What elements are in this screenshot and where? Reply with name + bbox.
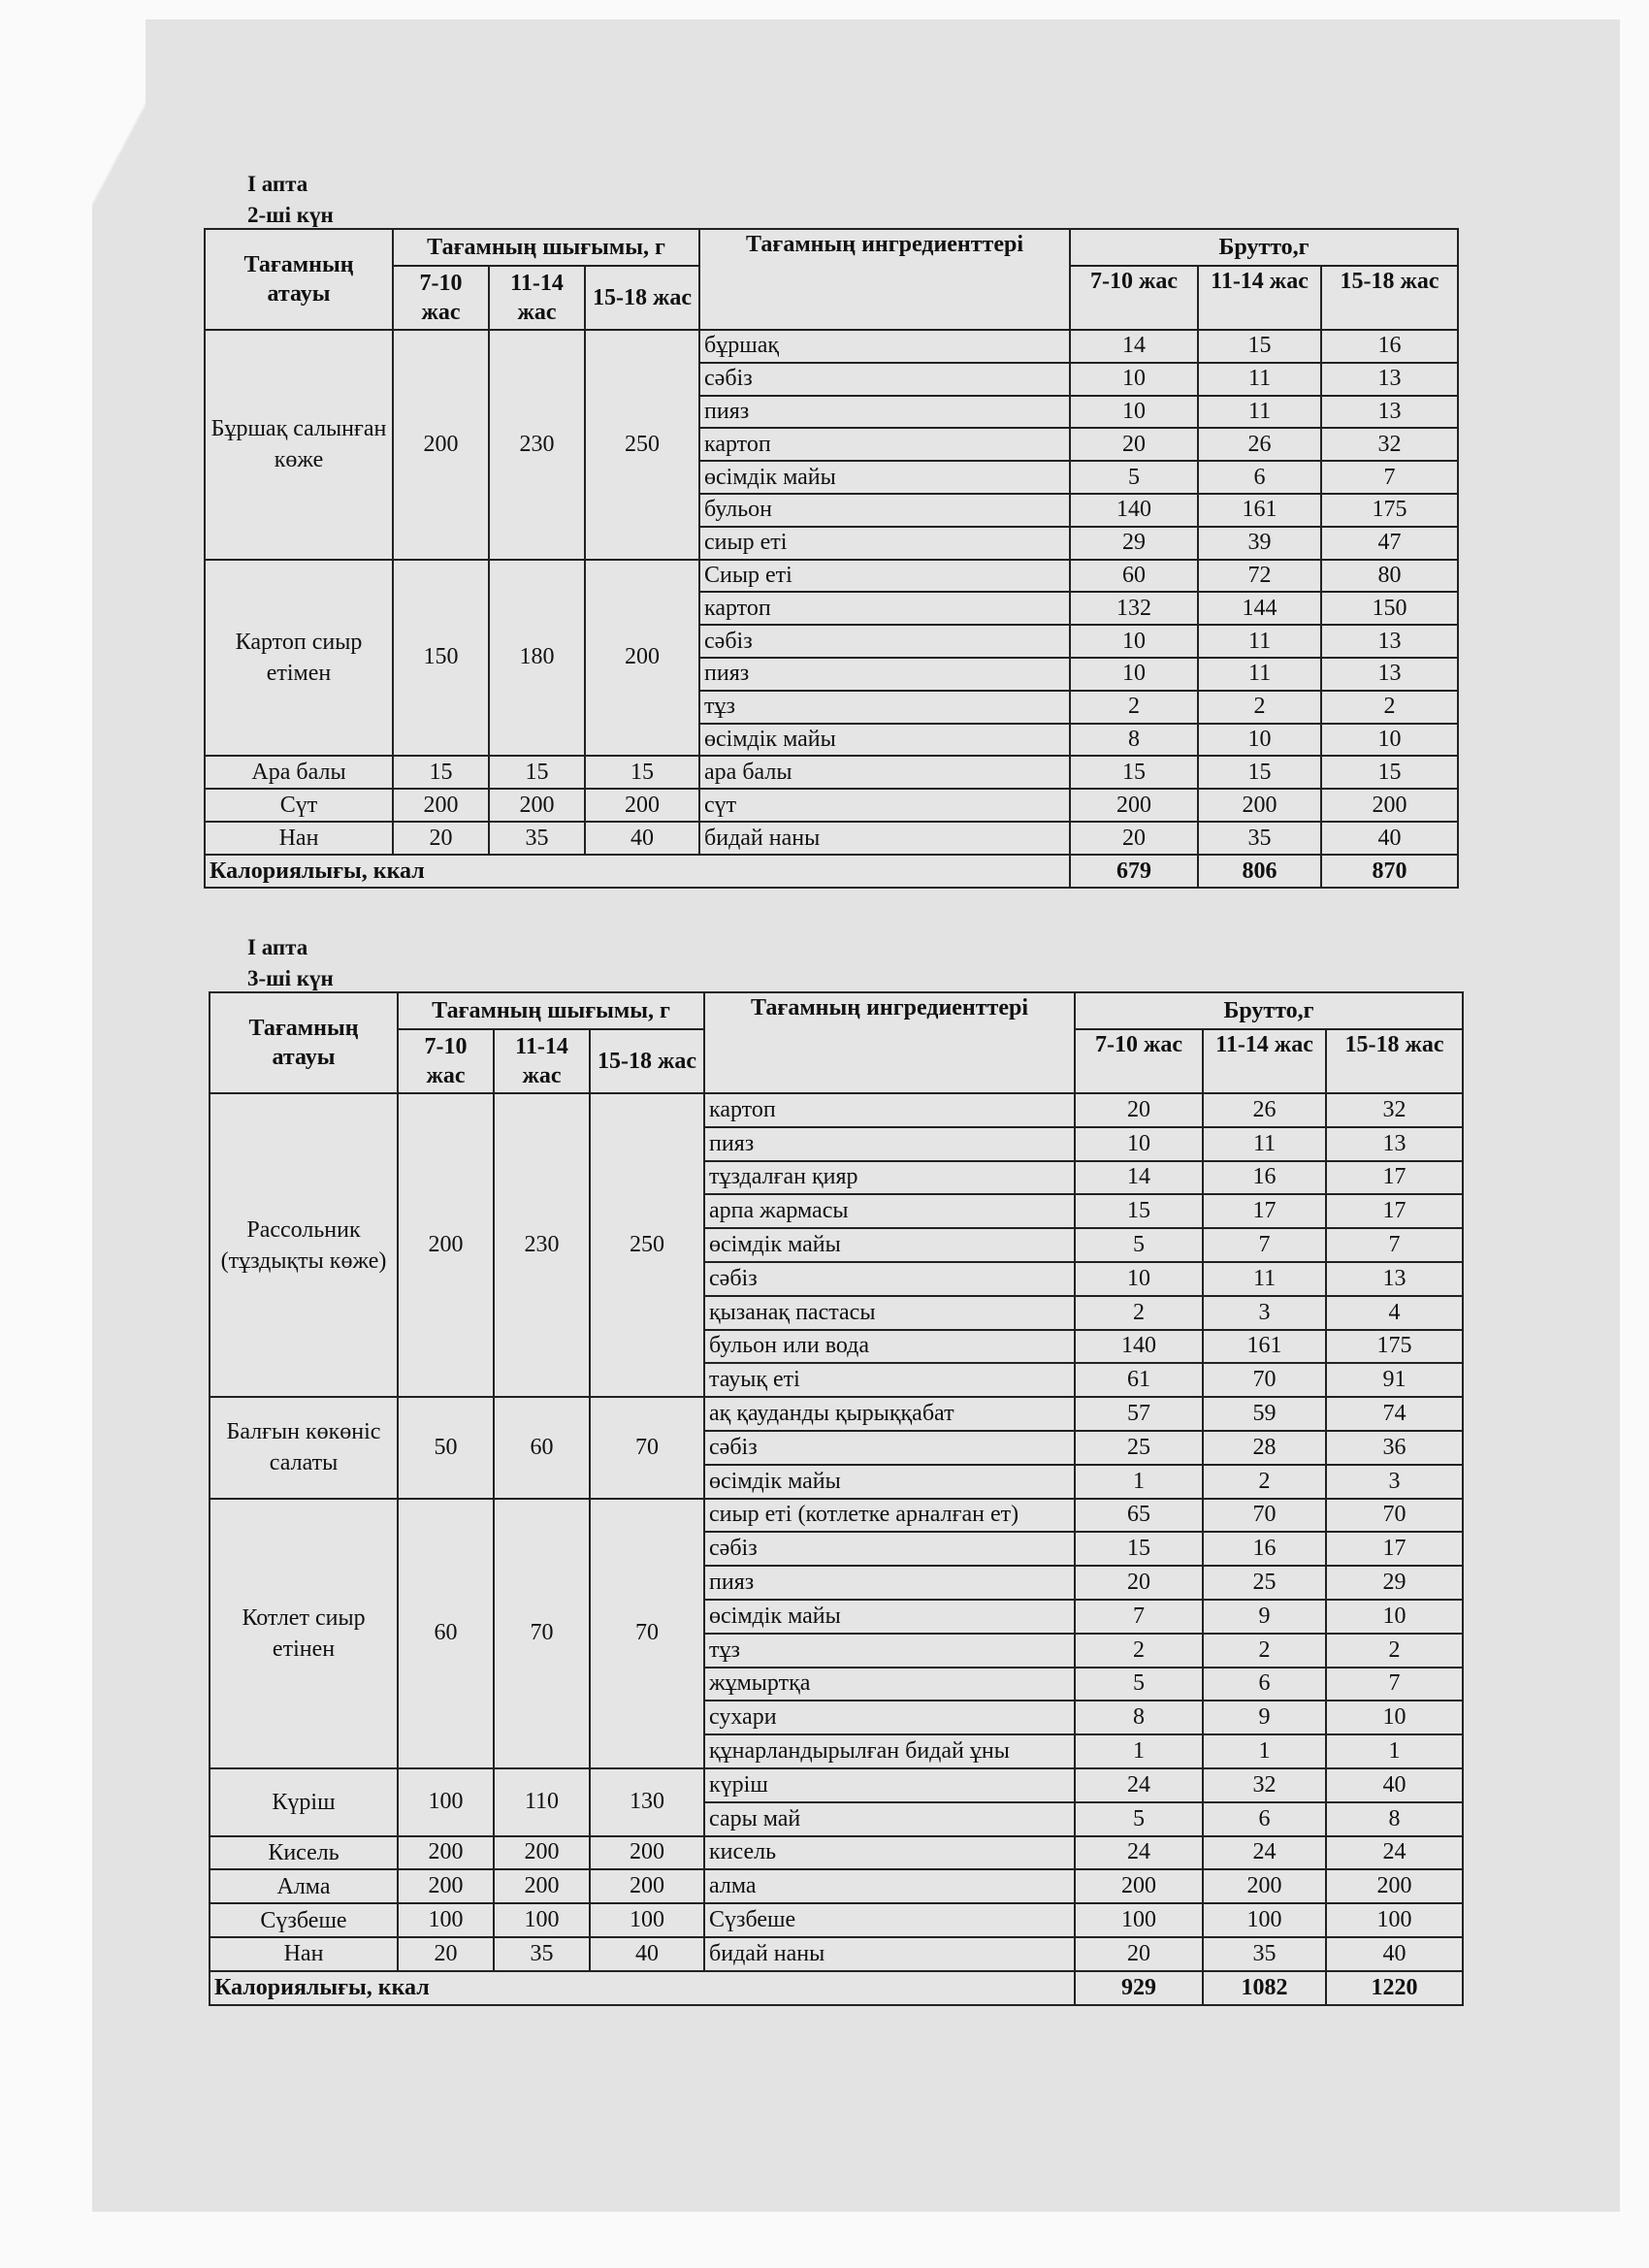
table-row bbox=[210, 1499, 1463, 1533]
brutto-value: 72 bbox=[1198, 560, 1321, 593]
dish-yield: 35 bbox=[489, 822, 585, 855]
brutto-value: 17 bbox=[1326, 1161, 1463, 1195]
brutto-value: 2 bbox=[1075, 1296, 1203, 1330]
brutto-value: 2 bbox=[1326, 1634, 1463, 1668]
calories-value: 1220 bbox=[1326, 1971, 1463, 2005]
dish-yield: 200 bbox=[398, 1836, 494, 1870]
brutto-value: 140 bbox=[1070, 494, 1198, 527]
yield-age-header: 15-18 жас bbox=[585, 266, 699, 330]
brutto-value: 91 bbox=[1326, 1363, 1463, 1397]
brutto-value: 16 bbox=[1321, 330, 1458, 363]
brutto-value: 1 bbox=[1075, 1465, 1203, 1499]
yield-header: Тағамның шығымы, г bbox=[398, 992, 704, 1029]
yield-age-header: 7-10 жас bbox=[398, 1029, 494, 1093]
table-row bbox=[210, 1768, 1463, 1802]
brutto-value: 20 bbox=[1070, 428, 1198, 461]
ingredient-name: жұмыртқа bbox=[704, 1668, 1075, 1701]
brutto-value: 16 bbox=[1203, 1532, 1326, 1566]
brutto-value: 132 bbox=[1070, 592, 1198, 625]
ingredient-name: сухари bbox=[704, 1701, 1075, 1734]
brutto-value: 10 bbox=[1070, 363, 1198, 396]
brutto-value: 200 bbox=[1198, 789, 1321, 822]
brutto-value: 24 bbox=[1326, 1836, 1463, 1870]
dish-yield: 70 bbox=[494, 1499, 590, 1768]
brutto-value: 24 bbox=[1203, 1836, 1326, 1870]
brutto-value: 175 bbox=[1326, 1330, 1463, 1364]
ingredient-name: картоп bbox=[704, 1093, 1075, 1127]
dish-yield: 50 bbox=[398, 1397, 494, 1498]
dish-yield: 100 bbox=[398, 1768, 494, 1836]
dish-yield: 200 bbox=[590, 1836, 704, 1870]
brutto-value: 13 bbox=[1321, 625, 1458, 658]
ingredient-name: тұз bbox=[704, 1634, 1075, 1668]
dish-name: Балғын көкөніс салаты bbox=[210, 1397, 398, 1498]
brutto-value: 11 bbox=[1203, 1127, 1326, 1161]
dish-yield: 15 bbox=[489, 756, 585, 789]
brutto-value: 16 bbox=[1203, 1161, 1326, 1195]
dish-yield: 200 bbox=[590, 1869, 704, 1903]
brutto-age-header: 7-10 жас bbox=[1075, 1029, 1203, 1093]
brutto-value: 144 bbox=[1198, 592, 1321, 625]
brutto-value: 5 bbox=[1070, 461, 1198, 494]
dish-yield: 200 bbox=[398, 1869, 494, 1903]
brutto-value: 15 bbox=[1075, 1194, 1203, 1228]
brutto-value: 7 bbox=[1075, 1600, 1203, 1634]
brutto-value: 25 bbox=[1075, 1431, 1203, 1465]
ingredient-name: картоп bbox=[699, 592, 1070, 625]
brutto-value: 20 bbox=[1075, 1937, 1203, 1971]
brutto-value: 70 bbox=[1203, 1499, 1326, 1533]
page-fold-edge bbox=[0, 0, 146, 446]
brutto-age-header: 7-10 жас bbox=[1070, 266, 1198, 330]
brutto-value: 47 bbox=[1321, 527, 1458, 560]
table-row bbox=[205, 756, 1458, 789]
dish-yield: 60 bbox=[398, 1499, 494, 1768]
table-row bbox=[210, 1397, 1463, 1431]
brutto-value: 11 bbox=[1203, 1262, 1326, 1296]
ingredient-name: сиыр еті (котлетке арналған ет) bbox=[704, 1499, 1075, 1533]
ingredient-name: тұздалған қияр bbox=[704, 1161, 1075, 1195]
day3-week-caption: І апта bbox=[247, 935, 308, 959]
brutto-value: 35 bbox=[1198, 822, 1321, 855]
dish-yield: 150 bbox=[393, 560, 489, 757]
brutto-value: 10 bbox=[1070, 625, 1198, 658]
brutto-value: 5 bbox=[1075, 1668, 1203, 1701]
ingredient-name: өсімдік майы bbox=[704, 1465, 1075, 1499]
brutto-value: 161 bbox=[1203, 1330, 1326, 1364]
brutto-value: 7 bbox=[1326, 1228, 1463, 1262]
brutto-value: 100 bbox=[1203, 1903, 1326, 1937]
dish-yield: 15 bbox=[393, 756, 489, 789]
dish-yield: 230 bbox=[494, 1093, 590, 1397]
ingredient-name: сәбіз bbox=[704, 1262, 1075, 1296]
brutto-value: 7 bbox=[1321, 461, 1458, 494]
ingredient-name: өсімдік майы bbox=[699, 724, 1070, 757]
brutto-value: 61 bbox=[1075, 1363, 1203, 1397]
calories-value: 870 bbox=[1321, 855, 1458, 888]
brutto-value: 5 bbox=[1075, 1802, 1203, 1836]
brutto-header: Брутто,г bbox=[1075, 992, 1463, 1029]
dish-yield: 230 bbox=[489, 330, 585, 560]
brutto-value: 40 bbox=[1326, 1768, 1463, 1802]
day2-week-caption: І апта bbox=[247, 172, 308, 196]
dish-yield: 110 bbox=[494, 1768, 590, 1836]
brutto-value: 6 bbox=[1198, 461, 1321, 494]
ingredient-name: пияз bbox=[699, 658, 1070, 691]
brutto-value: 1 bbox=[1326, 1734, 1463, 1768]
dish-name: Нан bbox=[210, 1937, 398, 1971]
table-row bbox=[210, 1937, 1463, 1971]
brutto-value: 2 bbox=[1321, 691, 1458, 724]
brutto-value: 26 bbox=[1203, 1093, 1326, 1127]
table-row bbox=[210, 1869, 1463, 1903]
brutto-value: 2 bbox=[1203, 1465, 1326, 1499]
brutto-value: 32 bbox=[1321, 428, 1458, 461]
brutto-value: 24 bbox=[1075, 1836, 1203, 1870]
ingredient-name: бұршақ bbox=[699, 330, 1070, 363]
ingredient-name: кисель bbox=[704, 1836, 1075, 1870]
dish-name: Сүт bbox=[205, 789, 393, 822]
calories-label: Калориялығы, ккал bbox=[205, 855, 1070, 888]
brutto-value: 100 bbox=[1075, 1903, 1203, 1937]
ingredient-name: алма bbox=[704, 1869, 1075, 1903]
ingredient-name: сәбіз bbox=[704, 1532, 1075, 1566]
dish-yield: 70 bbox=[590, 1397, 704, 1498]
brutto-value: 9 bbox=[1203, 1600, 1326, 1634]
ingredient-name: бидай наны bbox=[699, 822, 1070, 855]
brutto-value: 10 bbox=[1321, 724, 1458, 757]
table-row bbox=[205, 560, 1458, 593]
ingredient-name: бульон bbox=[699, 494, 1070, 527]
brutto-value: 7 bbox=[1203, 1228, 1326, 1262]
brutto-value: 20 bbox=[1075, 1566, 1203, 1600]
brutto-value: 24 bbox=[1075, 1768, 1203, 1802]
brutto-value: 70 bbox=[1203, 1363, 1326, 1397]
ingredient-name: Сүзбеше bbox=[704, 1903, 1075, 1937]
ingredient-name: Сиыр еті bbox=[699, 560, 1070, 593]
brutto-value: 10 bbox=[1326, 1600, 1463, 1634]
brutto-value: 8 bbox=[1326, 1802, 1463, 1836]
brutto-value: 32 bbox=[1203, 1768, 1326, 1802]
ingredient-name: сәбіз bbox=[704, 1431, 1075, 1465]
brutto-value: 74 bbox=[1326, 1397, 1463, 1431]
brutto-age-header: 11-14 жас bbox=[1203, 1029, 1326, 1093]
dish-name-header: Тағамның атауы bbox=[210, 992, 398, 1093]
brutto-value: 10 bbox=[1198, 724, 1321, 757]
brutto-value: 57 bbox=[1075, 1397, 1203, 1431]
brutto-value: 40 bbox=[1326, 1937, 1463, 1971]
brutto-value: 161 bbox=[1198, 494, 1321, 527]
brutto-value: 36 bbox=[1326, 1431, 1463, 1465]
calories-label: Калориялығы, ккал bbox=[210, 1971, 1075, 2005]
ingredient-name: пияз bbox=[704, 1566, 1075, 1600]
brutto-value: 29 bbox=[1326, 1566, 1463, 1600]
brutto-value: 3 bbox=[1203, 1296, 1326, 1330]
ingredient-name: ара балы bbox=[699, 756, 1070, 789]
ingredient-name: ақ қауданды қырыққабат bbox=[704, 1397, 1075, 1431]
ingredient-name: бульон или вода bbox=[704, 1330, 1075, 1364]
brutto-value: 39 bbox=[1198, 527, 1321, 560]
ingredient-name: күріш bbox=[704, 1768, 1075, 1802]
brutto-value: 7 bbox=[1326, 1668, 1463, 1701]
brutto-value: 6 bbox=[1203, 1802, 1326, 1836]
ingredients-header: Тағамның ингредиенттері bbox=[699, 229, 1070, 330]
ingredient-name: өсімдік майы bbox=[699, 461, 1070, 494]
brutto-value: 175 bbox=[1321, 494, 1458, 527]
day3-day-caption: 3-ші күн bbox=[247, 966, 334, 990]
brutto-age-header: 15-18 жас bbox=[1321, 266, 1458, 330]
dish-name: Сүзбеше bbox=[210, 1903, 398, 1937]
brutto-value: 10 bbox=[1326, 1701, 1463, 1734]
brutto-value: 10 bbox=[1075, 1127, 1203, 1161]
ingredient-name: өсімдік майы bbox=[704, 1228, 1075, 1262]
brutto-value: 35 bbox=[1203, 1937, 1326, 1971]
brutto-value: 2 bbox=[1070, 691, 1198, 724]
brutto-value: 200 bbox=[1070, 789, 1198, 822]
yield-age-header: 11-14 жас bbox=[489, 266, 585, 330]
dish-name-header: Тағамның атауы bbox=[205, 229, 393, 330]
ingredient-name: сары май bbox=[704, 1802, 1075, 1836]
table-row bbox=[210, 1093, 1463, 1127]
brutto-value: 200 bbox=[1321, 789, 1458, 822]
table-row bbox=[205, 330, 1458, 363]
brutto-value: 25 bbox=[1203, 1566, 1326, 1600]
brutto-value: 20 bbox=[1075, 1093, 1203, 1127]
brutto-value: 13 bbox=[1326, 1262, 1463, 1296]
dish-yield: 70 bbox=[590, 1499, 704, 1768]
yield-age-header: 7-10 жас bbox=[393, 266, 489, 330]
calories-row bbox=[205, 855, 1458, 888]
dish-yield: 60 bbox=[494, 1397, 590, 1498]
brutto-header: Брутто,г bbox=[1070, 229, 1458, 266]
ingredient-name: тауық еті bbox=[704, 1363, 1075, 1397]
brutto-age-header: 11-14 жас bbox=[1198, 266, 1321, 330]
dish-name: Нан bbox=[205, 822, 393, 855]
ingredient-name: сәбіз bbox=[699, 625, 1070, 658]
dish-name: Бұршақ салынған көже bbox=[205, 330, 393, 560]
brutto-value: 200 bbox=[1203, 1869, 1326, 1903]
ingredient-name: пияз bbox=[704, 1127, 1075, 1161]
table-row bbox=[210, 1836, 1463, 1870]
dish-yield: 200 bbox=[494, 1836, 590, 1870]
brutto-value: 14 bbox=[1075, 1161, 1203, 1195]
calories-row bbox=[210, 1971, 1463, 2005]
dish-yield: 200 bbox=[494, 1869, 590, 1903]
ingredient-name: пияз bbox=[699, 396, 1070, 429]
dish-yield: 35 bbox=[494, 1937, 590, 1971]
brutto-value: 26 bbox=[1198, 428, 1321, 461]
brutto-value: 65 bbox=[1075, 1499, 1203, 1533]
brutto-value: 15 bbox=[1321, 756, 1458, 789]
brutto-value: 1 bbox=[1075, 1734, 1203, 1768]
dish-yield: 40 bbox=[590, 1937, 704, 1971]
dish-name: Алма bbox=[210, 1869, 398, 1903]
calories-value: 929 bbox=[1075, 1971, 1203, 2005]
dish-yield: 180 bbox=[489, 560, 585, 757]
brutto-value: 15 bbox=[1198, 330, 1321, 363]
brutto-value: 11 bbox=[1198, 625, 1321, 658]
brutto-value: 20 bbox=[1070, 822, 1198, 855]
calories-value: 1082 bbox=[1203, 1971, 1326, 2005]
brutto-value: 29 bbox=[1070, 527, 1198, 560]
dish-yield: 200 bbox=[489, 789, 585, 822]
brutto-value: 60 bbox=[1070, 560, 1198, 593]
brutto-value: 70 bbox=[1326, 1499, 1463, 1533]
brutto-value: 59 bbox=[1203, 1397, 1326, 1431]
yield-header: Тағамның шығымы, г bbox=[393, 229, 699, 266]
brutto-value: 10 bbox=[1075, 1262, 1203, 1296]
brutto-value: 17 bbox=[1326, 1532, 1463, 1566]
ingredient-name: қызанақ пастасы bbox=[704, 1296, 1075, 1330]
day2-day-caption: 2-ші күн bbox=[247, 203, 334, 227]
ingredient-name: сүт bbox=[699, 789, 1070, 822]
brutto-value: 15 bbox=[1198, 756, 1321, 789]
ingredient-name: сиыр еті bbox=[699, 527, 1070, 560]
dish-yield: 100 bbox=[494, 1903, 590, 1937]
brutto-value: 4 bbox=[1326, 1296, 1463, 1330]
brutto-value: 5 bbox=[1075, 1228, 1203, 1262]
dish-yield: 200 bbox=[393, 330, 489, 560]
dish-name: Кисель bbox=[210, 1836, 398, 1870]
brutto-value: 17 bbox=[1326, 1194, 1463, 1228]
ingredients-header: Тағамның ингредиенттері bbox=[704, 992, 1075, 1093]
brutto-value: 100 bbox=[1326, 1903, 1463, 1937]
brutto-value: 6 bbox=[1203, 1668, 1326, 1701]
dish-yield: 250 bbox=[585, 330, 699, 560]
calories-value: 679 bbox=[1070, 855, 1198, 888]
day2-menu-table bbox=[204, 228, 1459, 889]
yield-age-header: 15-18 жас bbox=[590, 1029, 704, 1093]
dish-yield: 100 bbox=[398, 1903, 494, 1937]
brutto-value: 13 bbox=[1321, 363, 1458, 396]
brutto-value: 150 bbox=[1321, 592, 1458, 625]
brutto-value: 8 bbox=[1070, 724, 1198, 757]
brutto-value: 1 bbox=[1203, 1734, 1326, 1768]
brutto-value: 13 bbox=[1321, 658, 1458, 691]
brutto-value: 11 bbox=[1198, 363, 1321, 396]
dish-yield: 100 bbox=[590, 1903, 704, 1937]
table-row bbox=[205, 789, 1458, 822]
brutto-value: 9 bbox=[1203, 1701, 1326, 1734]
dish-yield: 200 bbox=[393, 789, 489, 822]
dish-name: Рассольник (тұздықты көже) bbox=[210, 1093, 398, 1397]
ingredient-name: құнарландырылған бидай ұны bbox=[704, 1734, 1075, 1768]
brutto-value: 17 bbox=[1203, 1194, 1326, 1228]
dish-yield: 40 bbox=[585, 822, 699, 855]
brutto-value: 32 bbox=[1326, 1093, 1463, 1127]
table-row bbox=[205, 822, 1458, 855]
day3-menu-table bbox=[209, 991, 1464, 2006]
ingredient-name: арпа жармасы bbox=[704, 1194, 1075, 1228]
dish-yield: 200 bbox=[585, 789, 699, 822]
dish-name: Ара балы bbox=[205, 756, 393, 789]
brutto-value: 13 bbox=[1321, 396, 1458, 429]
brutto-value: 200 bbox=[1075, 1869, 1203, 1903]
brutto-value: 11 bbox=[1198, 396, 1321, 429]
brutto-value: 11 bbox=[1198, 658, 1321, 691]
brutto-value: 40 bbox=[1321, 822, 1458, 855]
brutto-value: 3 bbox=[1326, 1465, 1463, 1499]
brutto-value: 13 bbox=[1326, 1127, 1463, 1161]
dish-yield: 130 bbox=[590, 1768, 704, 1836]
dish-yield: 200 bbox=[585, 560, 699, 757]
brutto-value: 15 bbox=[1075, 1532, 1203, 1566]
brutto-value: 8 bbox=[1075, 1701, 1203, 1734]
brutto-value: 80 bbox=[1321, 560, 1458, 593]
ingredient-name: картоп bbox=[699, 428, 1070, 461]
brutto-value: 2 bbox=[1203, 1634, 1326, 1668]
dish-yield: 20 bbox=[393, 822, 489, 855]
calories-value: 806 bbox=[1198, 855, 1321, 888]
dish-yield: 15 bbox=[585, 756, 699, 789]
ingredient-name: тұз bbox=[699, 691, 1070, 724]
ingredient-name: өсімдік майы bbox=[704, 1600, 1075, 1634]
brutto-value: 2 bbox=[1198, 691, 1321, 724]
yield-age-header: 11-14 жас bbox=[494, 1029, 590, 1093]
brutto-value: 15 bbox=[1070, 756, 1198, 789]
dish-yield: 200 bbox=[398, 1093, 494, 1397]
brutto-value: 14 bbox=[1070, 330, 1198, 363]
dish-yield: 250 bbox=[590, 1093, 704, 1397]
brutto-value: 10 bbox=[1070, 658, 1198, 691]
ingredient-name: бидай наны bbox=[704, 1937, 1075, 1971]
dish-name: Картоп сиыр етімен bbox=[205, 560, 393, 757]
dish-name: Котлет сиыр етінен bbox=[210, 1499, 398, 1768]
dish-name: Күріш bbox=[210, 1768, 398, 1836]
dish-yield: 20 bbox=[398, 1937, 494, 1971]
brutto-value: 10 bbox=[1070, 396, 1198, 429]
brutto-value: 140 bbox=[1075, 1330, 1203, 1364]
brutto-age-header: 15-18 жас bbox=[1326, 1029, 1463, 1093]
brutto-value: 200 bbox=[1326, 1869, 1463, 1903]
table-row bbox=[210, 1903, 1463, 1937]
ingredient-name: сәбіз bbox=[699, 363, 1070, 396]
brutto-value: 28 bbox=[1203, 1431, 1326, 1465]
brutto-value: 2 bbox=[1075, 1634, 1203, 1668]
